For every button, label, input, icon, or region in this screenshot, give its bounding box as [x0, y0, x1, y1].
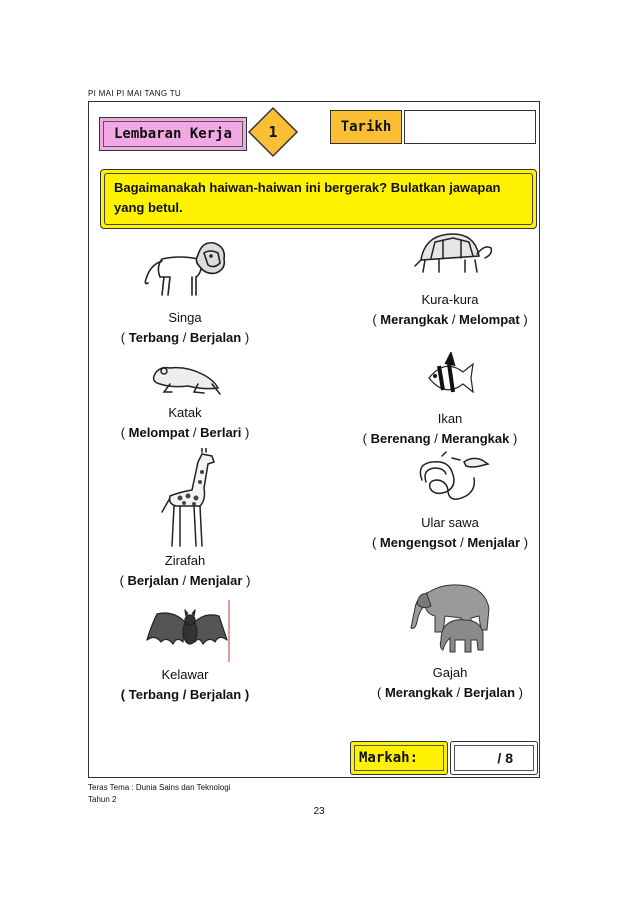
answer-choice[interactable]: [345, 535, 555, 550]
page-number: 23: [313, 806, 325, 817]
paren-open: (: [377, 685, 385, 700]
footer-year: Tahun 2: [88, 795, 117, 804]
paren-open: (: [120, 330, 129, 345]
paren-open: (: [119, 573, 128, 588]
option-b[interactable]: Berlari: [200, 425, 242, 440]
separator: /: [178, 573, 190, 588]
option-b[interactable]: Berjalan: [189, 330, 242, 345]
header-note: PI MAI PI MAI TANG TU: [88, 89, 181, 98]
paren-open: (: [120, 687, 129, 702]
score-label-box: [350, 741, 448, 775]
animal-name: Singa: [168, 310, 202, 325]
paren-close: ): [520, 535, 529, 550]
paren-close: ): [241, 687, 250, 702]
worksheet-label: Lembaran Kerja: [113, 126, 232, 142]
separator: /: [456, 535, 468, 550]
animal-name: Kelawar: [161, 667, 209, 682]
option-a[interactable]: Merangkak: [384, 685, 453, 700]
animal-name: Zirafah: [164, 553, 206, 568]
question-text: Bagaimanakah haiwan-haiwan ini bergerak? Bulatkan jawapan yang betul.: [114, 180, 501, 215]
score-inner: [454, 745, 534, 771]
animal-name: Ikan: [437, 411, 463, 426]
paren-open: (: [120, 425, 129, 440]
option-b[interactable]: Berjalan: [463, 685, 516, 700]
option-a[interactable]: Berjalan: [127, 573, 179, 588]
answer-choice[interactable]: [80, 687, 290, 702]
paren-close: ): [241, 330, 250, 345]
animal-name: Kura-kura: [421, 292, 479, 307]
separator: /: [189, 425, 201, 440]
option-b[interactable]: Menjalar: [189, 573, 243, 588]
paren-close: ): [519, 312, 528, 327]
option-a[interactable]: Terbang: [128, 687, 180, 702]
paren-open: (: [371, 535, 380, 550]
answer-choice[interactable]: [345, 685, 555, 700]
option-a[interactable]: Mengengsot: [379, 535, 457, 550]
paren-close: ): [242, 573, 251, 588]
score-total: / 8: [497, 750, 513, 766]
score-box[interactable]: [450, 741, 538, 775]
bat-icon: [145, 600, 235, 662]
paren-close: ): [241, 425, 250, 440]
score-label-inner: [354, 745, 444, 771]
date-field[interactable]: [404, 110, 536, 144]
date-label: Tarikh: [340, 119, 392, 135]
option-a[interactable]: Terbang: [128, 330, 180, 345]
answer-choice[interactable]: [85, 573, 285, 588]
answer-choice[interactable]: [80, 330, 290, 345]
footer-theme: Teras Tema : Dunia Sains dan Teknologi: [88, 783, 231, 792]
question-box: [100, 169, 537, 229]
worksheet-number: 1: [268, 123, 278, 141]
option-b[interactable]: Merangkak: [441, 431, 510, 446]
paren-close: ): [515, 685, 523, 700]
option-a[interactable]: Merangkak: [380, 312, 449, 327]
paren-open: (: [362, 431, 371, 446]
option-b[interactable]: Menjalar: [467, 535, 521, 550]
giraffe-icon: [158, 448, 220, 550]
elephant-icon: [405, 578, 497, 658]
answer-choice[interactable]: [350, 312, 550, 327]
score-label: Markah:: [359, 750, 419, 766]
worksheet-label-inner: [103, 121, 243, 147]
paren-close: ): [509, 431, 518, 446]
animal-name: Gajah: [432, 665, 468, 680]
answer-choice[interactable]: [335, 431, 545, 446]
lion-icon: [140, 235, 230, 300]
option-b[interactable]: Berjalan: [189, 687, 242, 702]
fish-icon: [425, 352, 477, 402]
option-a[interactable]: Berenang: [370, 431, 431, 446]
worksheet-label-box: [99, 117, 247, 151]
separator: /: [448, 312, 460, 327]
frog-icon: [148, 360, 223, 396]
separator: /: [452, 685, 464, 700]
option-b[interactable]: Melompat: [459, 312, 520, 327]
tortoise-icon: [413, 230, 495, 276]
animal-name: Ular sawa: [421, 515, 479, 530]
python-icon: [412, 450, 492, 505]
separator: /: [179, 687, 190, 702]
answer-choice[interactable]: [85, 425, 285, 440]
animal-name: Katak: [168, 405, 202, 420]
date-label-box: [330, 110, 402, 144]
separator: /: [179, 330, 190, 345]
separator: /: [430, 431, 442, 446]
paren-open: (: [372, 312, 381, 327]
option-a[interactable]: Melompat: [128, 425, 190, 440]
